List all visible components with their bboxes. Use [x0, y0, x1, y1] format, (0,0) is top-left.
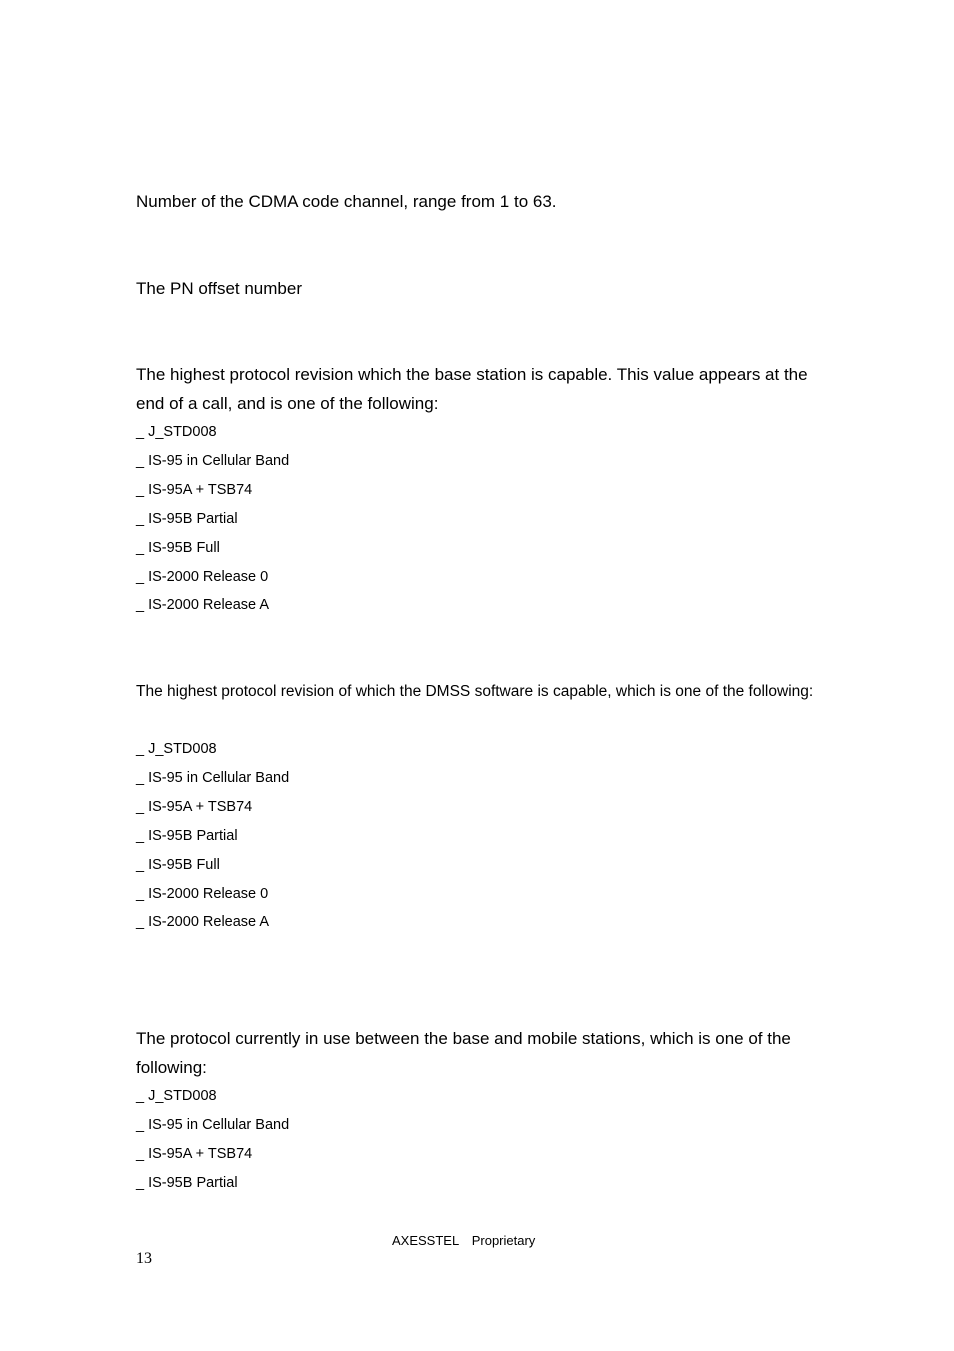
cdma-code-channel-description: Number of the CDMA code channel, range from 1 to 63. [136, 192, 557, 211]
dmss-protocol-description: The highest protocol revision of which the DMSS software is capable, which is one of the following: [136, 683, 814, 700]
list-item: _ IS-2000 Release A [136, 914, 270, 931]
footer-proprietary-text: AXESSTEL Proprietary [392, 1233, 536, 1248]
dmss-protocol-list [136, 735, 289, 937]
list-item: _ IS-2000 Release A [136, 597, 270, 614]
list-item: _ IS-2000 Release 0 [136, 885, 269, 902]
base-station-protocol-description: The highest protocol revision which the base station is capable. This value appears at the end of a call, and is one of the following: [136, 365, 808, 413]
list-item: _ IS-95B Partial [136, 510, 238, 527]
list-item: _ J_STD008 [136, 424, 217, 440]
list-item: _ IS-2000 Release 0 [136, 568, 269, 585]
list-item: _ J_STD008 [136, 1088, 217, 1104]
page-number: 13 [136, 1250, 152, 1267]
list-item: _ IS-95A + TSB74 [136, 481, 253, 498]
list-item: _ IS-95A + TSB74 [136, 1145, 253, 1162]
list-item: _ IS-95 in Cellular Band [136, 452, 290, 469]
pn-offset-description: The PN offset number [136, 279, 302, 298]
list-item: _ IS-95 in Cellular Band [136, 769, 290, 786]
list-item: _ IS-95B Full [136, 856, 220, 873]
list-item: _ IS-95A + TSB74 [136, 798, 253, 815]
current-protocol-list [136, 1082, 289, 1198]
current-protocol-description: The protocol currently in use between the base and mobile stations, which is one of the following: [136, 1029, 791, 1077]
list-item: _ J_STD008 [136, 741, 217, 757]
base-station-protocol-list [136, 418, 289, 620]
list-item: _ IS-95B Partial [136, 1174, 238, 1191]
list-item: _ IS-95 in Cellular Band [136, 1116, 290, 1133]
list-item: _ IS-95B Partial [136, 827, 238, 844]
list-item: _ IS-95B Full [136, 539, 220, 556]
